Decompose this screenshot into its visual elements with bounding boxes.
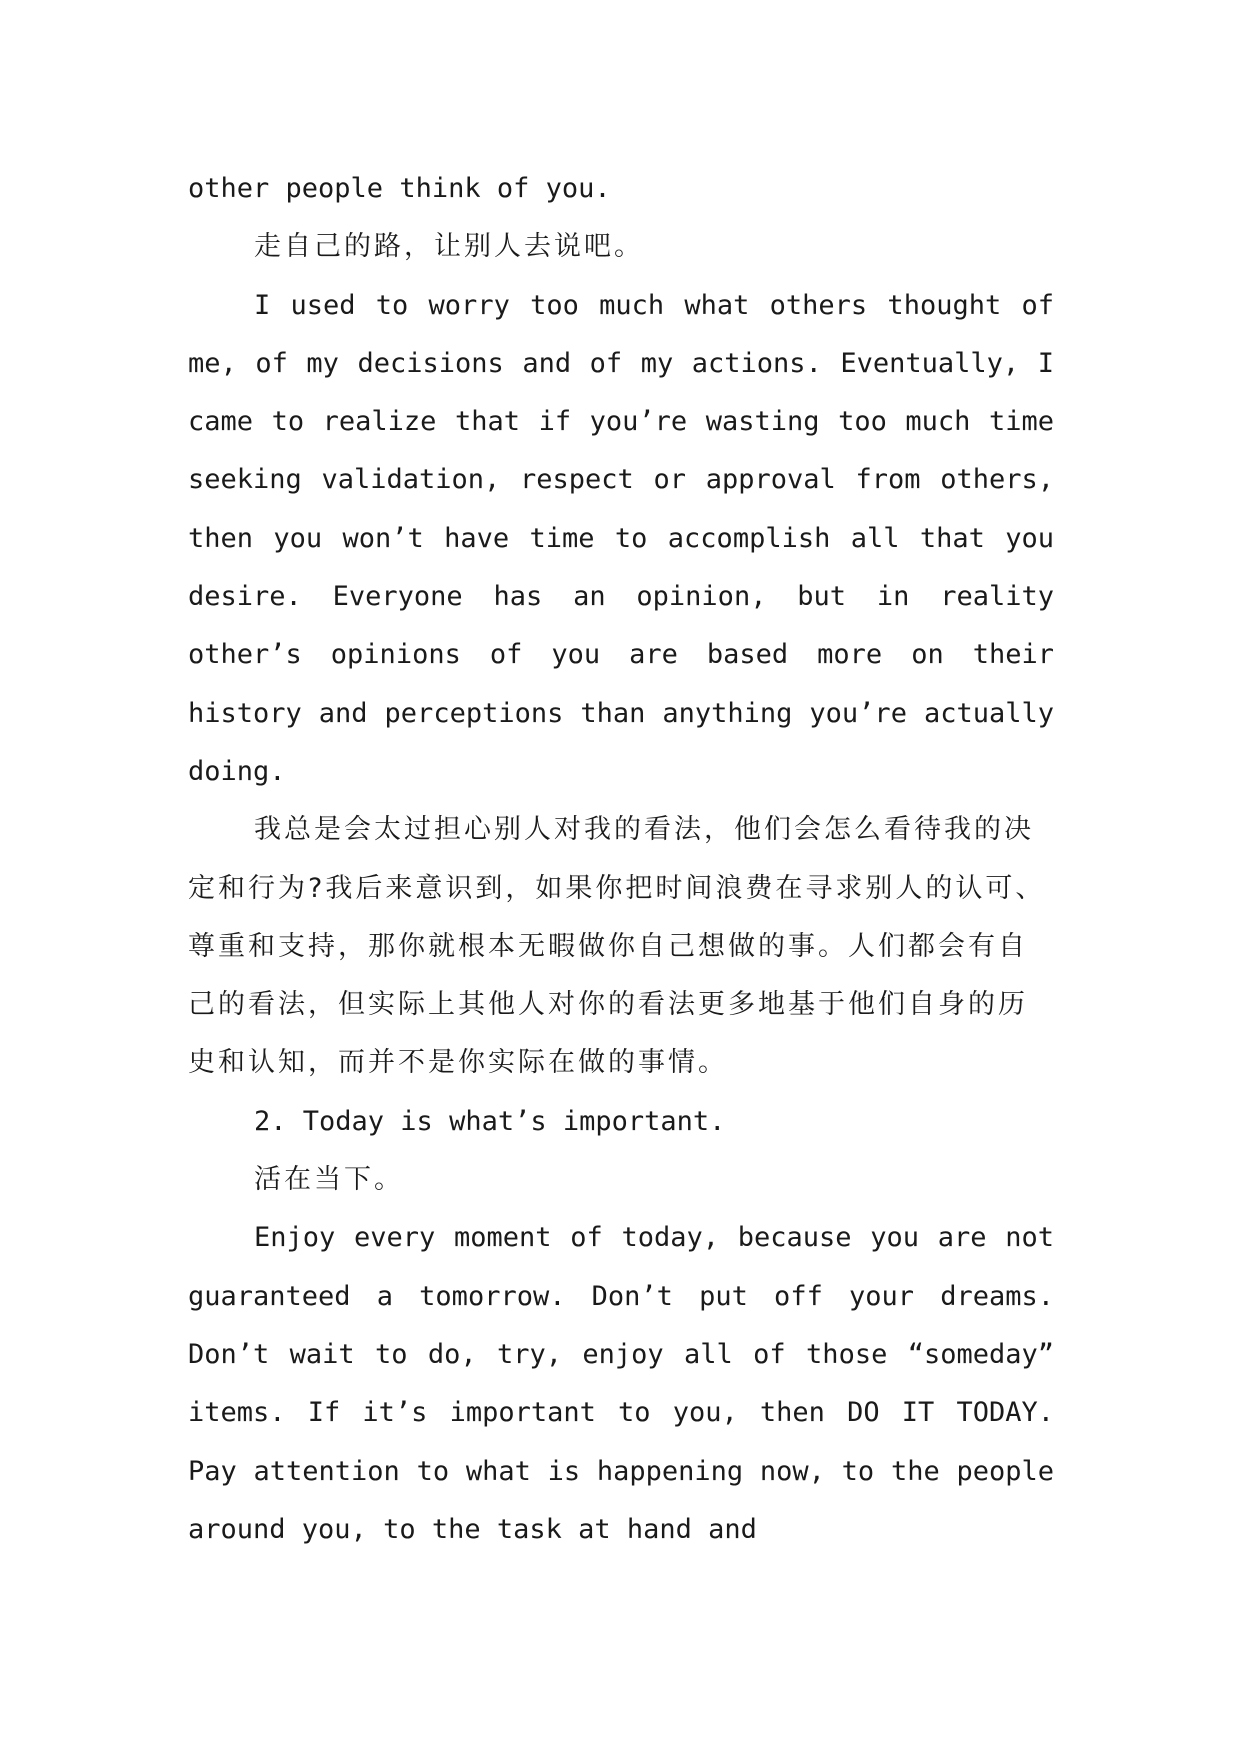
paragraph-english-enjoy: Enjoy every moment of today, because you are not guaranteed a tomorrow. Don’t put off your dreams. Don’t wait to do, try, enjoy all of those “someday” items. If it’s important to you, then DO IT TODAY. Pay attention to what is happening now, to the people around you, to the task at hand and (188, 1222, 1054, 1545)
paragraph-english-worry: I used to worry too much what others thought of me, of my decisions and of my actions. Eventually, I came to realize that if you’re wasting too much time seeking validation, respect or approval from others, then you won’t have time to accomplish all that you desire. Everyone has an opinion, but in reality other’s opinions of you are based more on their history and perceptions than anything you’re actually doing. (188, 289, 1054, 787)
section-heading-today: 2. Today is what’s important. (254, 1105, 726, 1137)
section-heading-today-chinese: 活在当下。 (254, 1164, 404, 1196)
paragraph-continuation: other people think of you. (188, 173, 611, 204)
paragraph-chinese-worry: 我总是会太过担心别人对我的看法，他们会怎么看待我的决定和行为?我后来意识到，如果你把时间浪费在寻求别人的认可、尊重和支持，那你就根本无暇做你自己想做的事。人们都会有自己的看法，但实际上其他人对你的看法更多地基于他们自身的历史和认知，而并不是你实际在做的事情。 (188, 814, 1046, 1079)
paragraph-chinese-heading-1: 走自己的路，让别人去说吧。 (254, 231, 644, 263)
document-body (188, 160, 1054, 1559)
